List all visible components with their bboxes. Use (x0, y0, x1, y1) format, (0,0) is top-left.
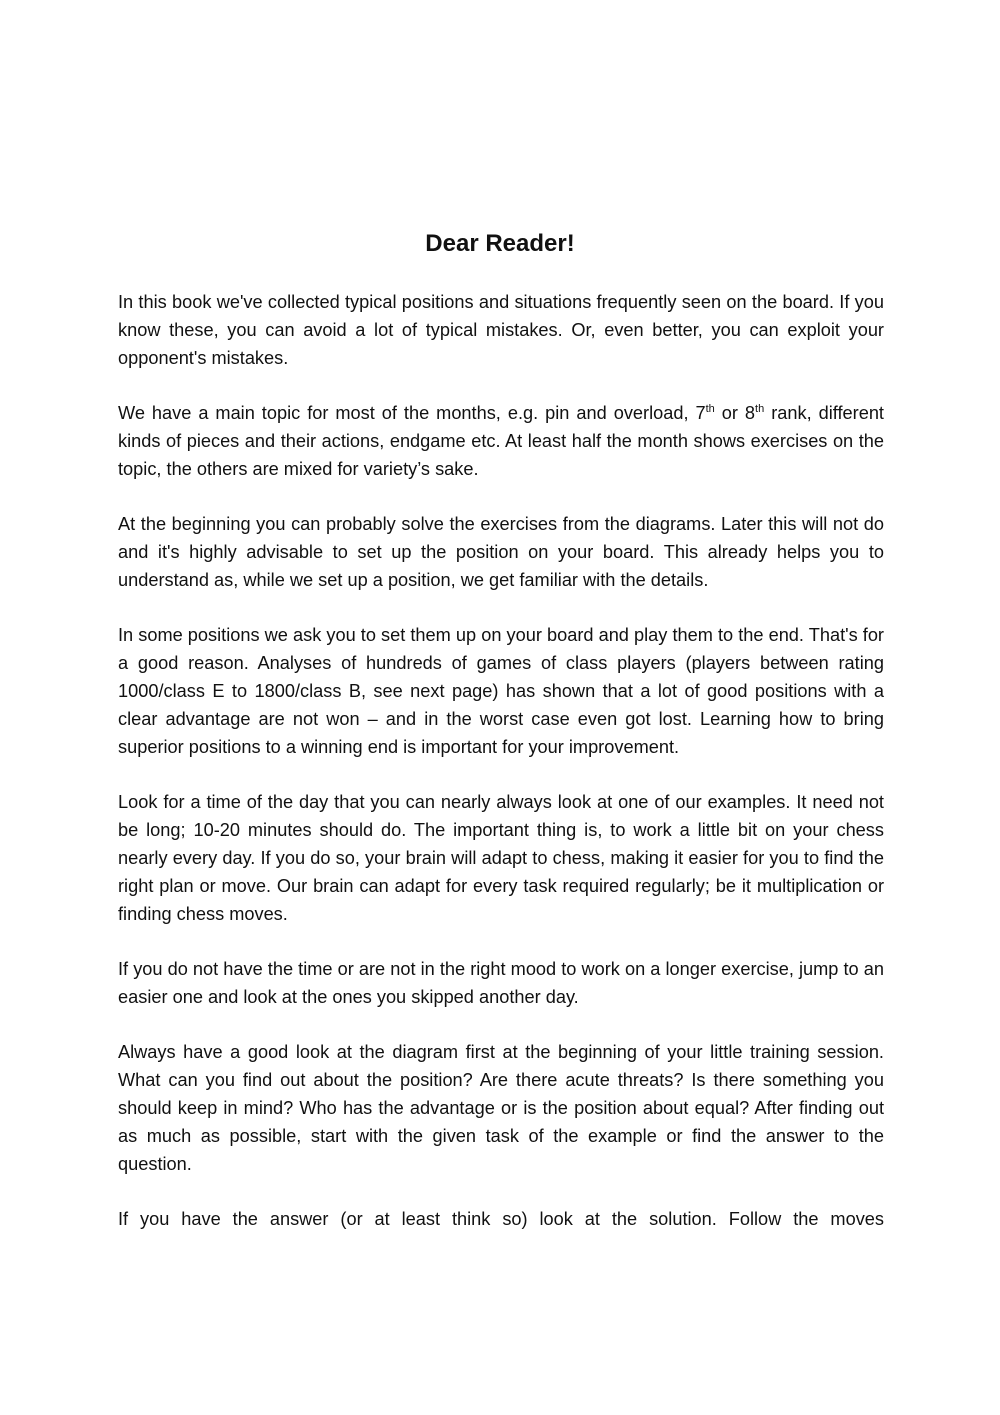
paragraph-2-part-3: rank, different kinds of pieces and their actions, endgame etc. At least half the month shows exercises on the topic, the others are mixed for variety’s sake. (118, 403, 884, 479)
superscript-th-2: th (755, 402, 765, 415)
paragraph-2 (118, 399, 884, 483)
paragraph-2-part-2: or 8 (714, 403, 756, 423)
paragraph-3: At the beginning you can probably solve the exercises from the diagrams. Later this will not do and it's highly advisable to set up the position on your board. This already helps you to understand as, while we set up a position, we get familiar with the details. (118, 514, 884, 590)
paragraph-2-part-1: We have a main topic for most of the months, e.g. pin and overload, 7 (118, 403, 706, 423)
paragraph-6: If you do not have the time or are not in the right mood to work on a longer exercise, jump to an easier one and look at the ones you skipped another day. (118, 959, 884, 1007)
paragraph-4: In some positions we ask you to set them up on your board and play them to the end. That's for a good reason. Analyses of hundreds of games of class players (players between rating 1000/class E to 1800/class B, see next page) has shown that a lot of good positions with a clear advantage are not won – and in the worst case even got lost. Learning how to bring superior positions to a winning end is important for your improvement. (118, 625, 884, 757)
page-title: Dear Reader! (425, 230, 575, 257)
body-text (118, 288, 884, 1233)
paragraph-5: Look for a time of the day that you can nearly always look at one of our examples. It need not be long; 10-20 minutes should do. The important thing is, to work a little bit on your chess nearly every day. If you do so, your brain will adapt to chess, making it easier for you to find the right plan or move. Our brain can adapt for every task required regularly; be it multiplication or finding chess moves. (118, 792, 884, 924)
paragraph-8: If you have the answer (or at least think so) look at the solution. Follow the moves (118, 1209, 884, 1229)
paragraph-1: In this book we've collected typical positions and situations frequently seen on the board. If you know these, you can avoid a lot of typical mistakes. Or, even better, you can exploit your opponent's mistakes. (118, 292, 884, 368)
paragraph-7: Always have a good look at the diagram first at the beginning of your little training session. What can you find out about the position? Are there acute threats? Is there something you should keep in mind? Who has the advantage or is the position about equal? After finding out as much as possible, start with the given task of the example or find the answer to the question. (118, 1042, 884, 1174)
superscript-th-1: th (705, 402, 715, 415)
